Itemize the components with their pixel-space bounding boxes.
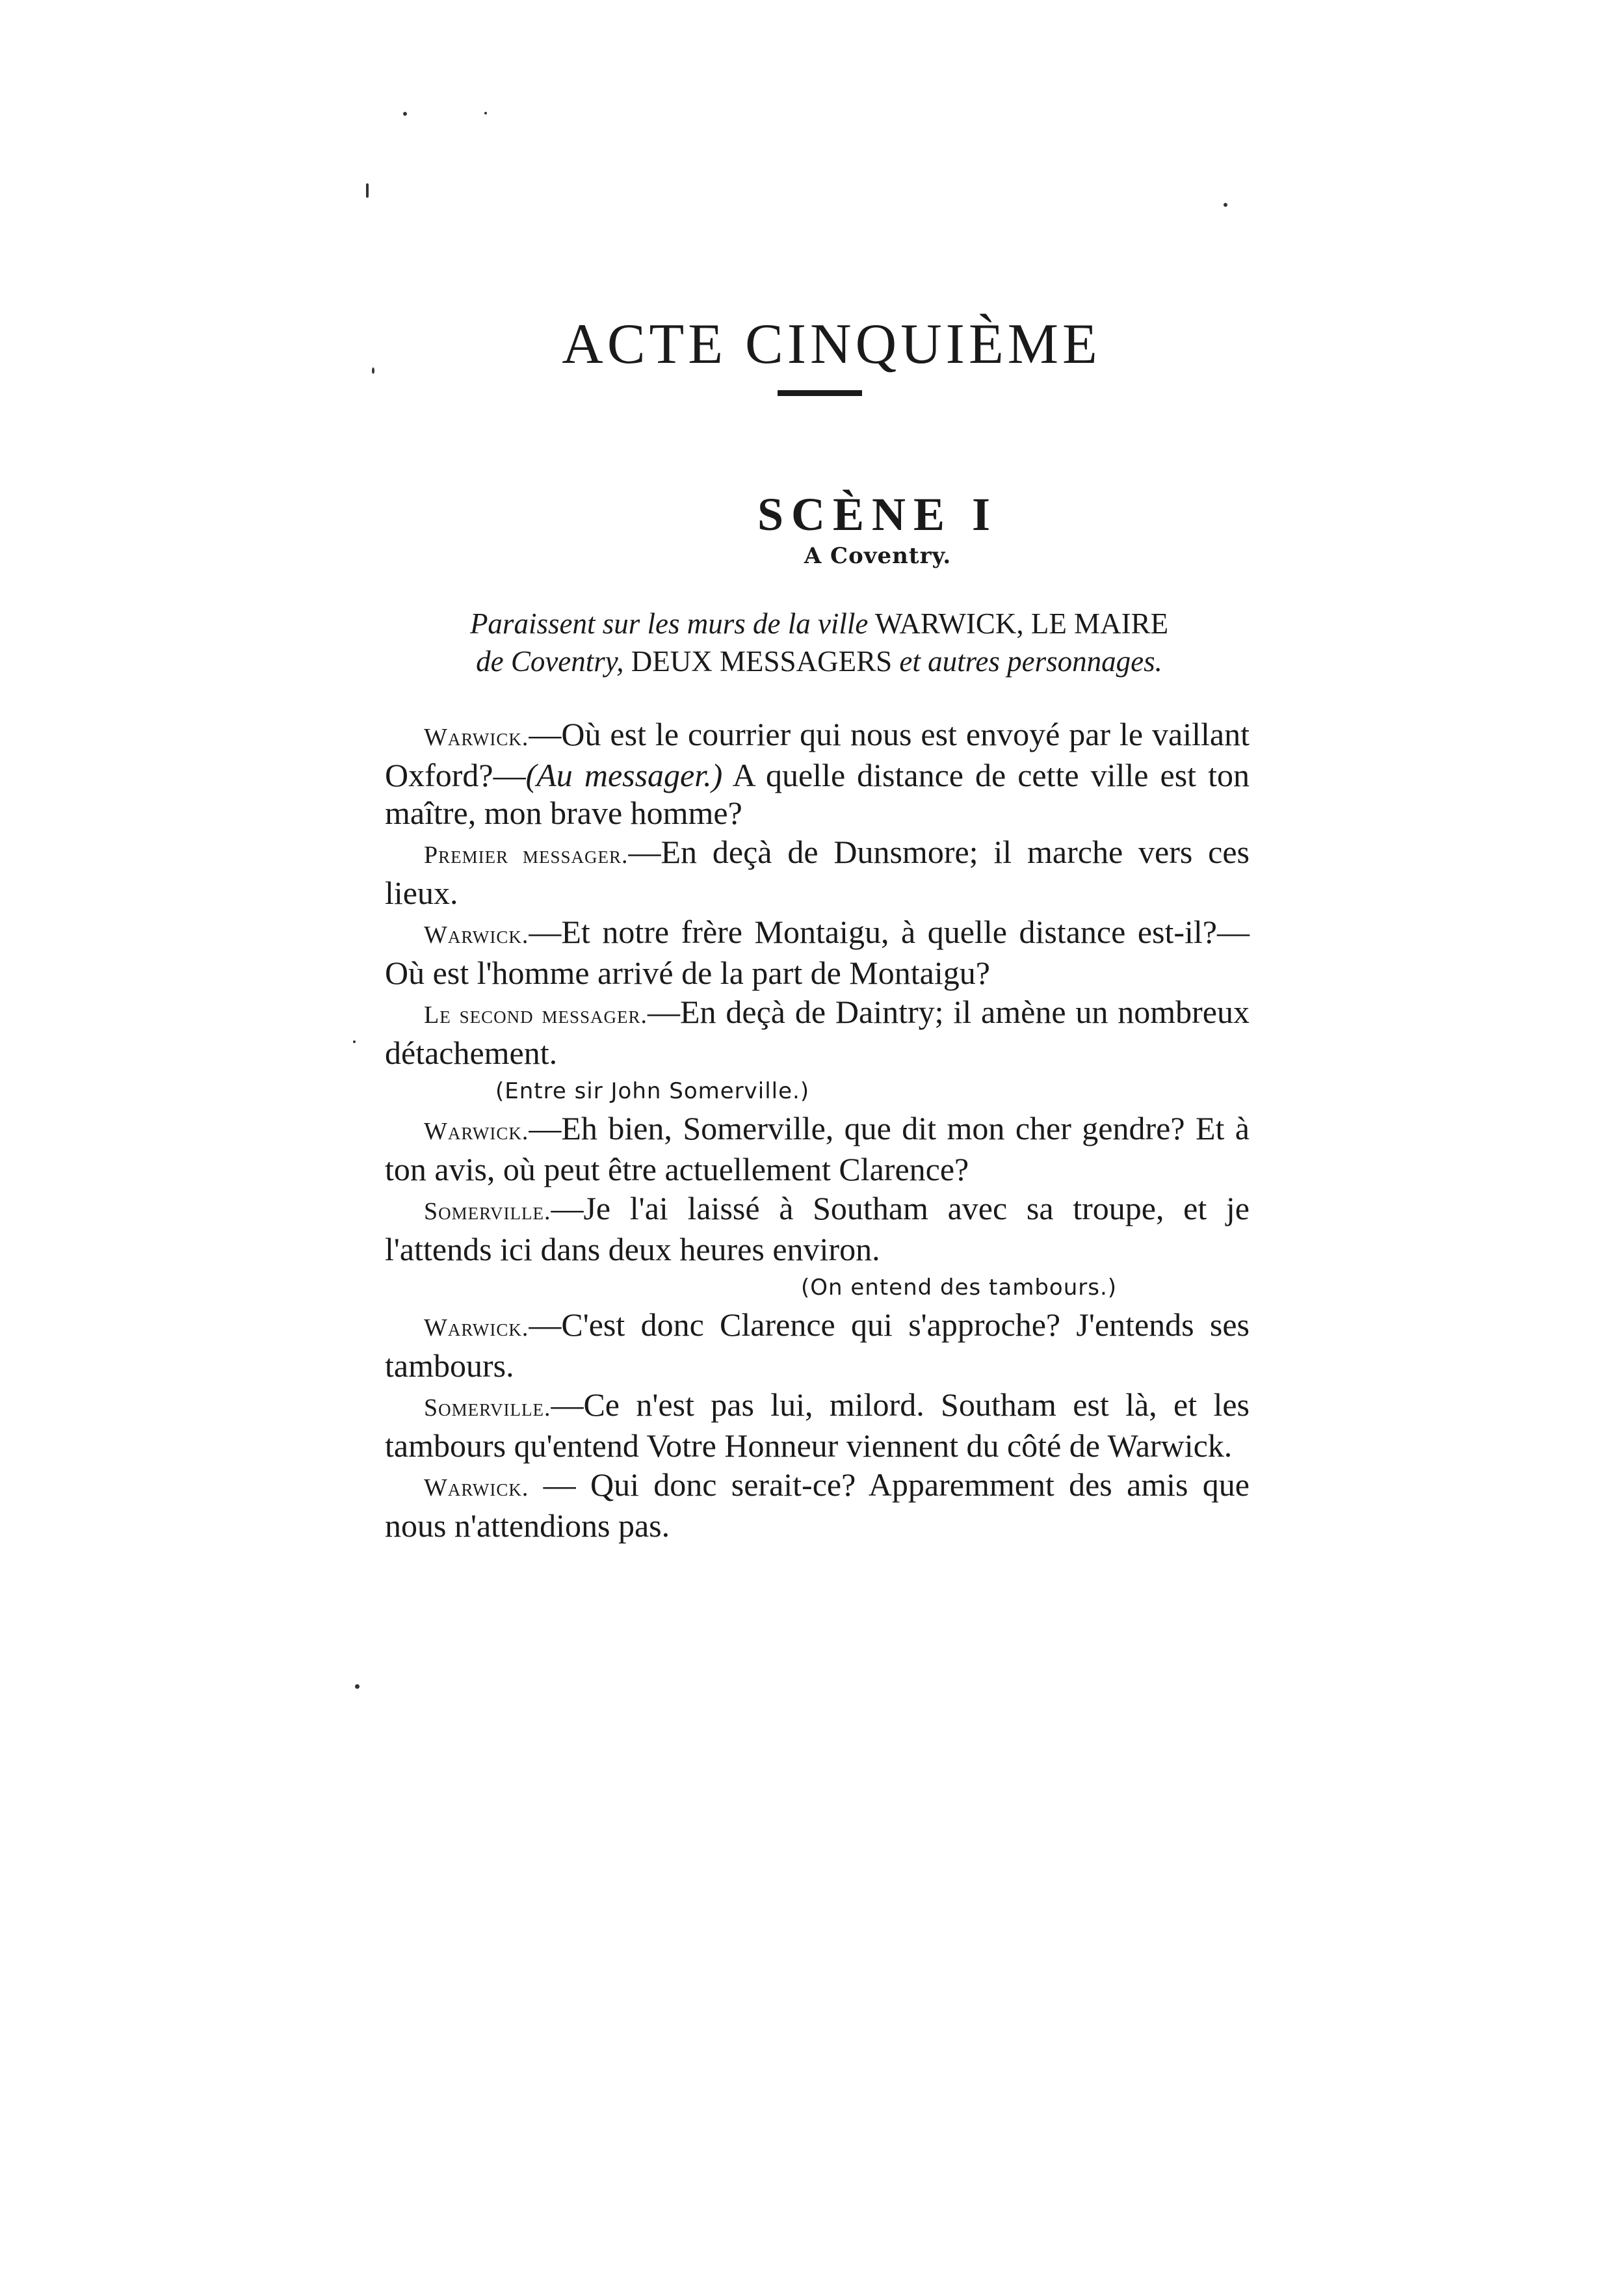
speech bbox=[385, 1386, 1250, 1464]
stage-intro-italic: Paraissent sur les murs de la ville bbox=[469, 607, 869, 640]
speech bbox=[385, 1109, 1250, 1188]
stage-intro-italic: de Coventry, bbox=[476, 645, 624, 678]
speaker: Warwick. bbox=[424, 1314, 529, 1342]
stage-direction: (On entend des tambours.) bbox=[801, 1275, 1118, 1301]
speaker: Warwick. bbox=[424, 1118, 529, 1145]
speaker: Somerville. bbox=[424, 1198, 551, 1225]
speech bbox=[385, 1189, 1250, 1268]
stage-aside: (Au messager.) bbox=[525, 757, 723, 793]
speech bbox=[385, 993, 1250, 1072]
speaker: Le second messager. bbox=[424, 1001, 648, 1029]
speech bbox=[385, 1306, 1250, 1384]
speaker: Warwick. bbox=[424, 921, 529, 949]
stage-direction: (Entre sir John Somerville.) bbox=[495, 1078, 810, 1104]
speech bbox=[385, 1466, 1250, 1544]
scene-location: A Coventry. bbox=[804, 543, 952, 569]
speech bbox=[385, 715, 1250, 832]
speaker: Premier messager. bbox=[424, 841, 629, 869]
print-speck bbox=[366, 183, 369, 198]
act-title: ACTE CINQUIÈME bbox=[562, 312, 1101, 376]
speech-text: —Je l'ai laissé à Southam avec sa troupe, et je l'attends ici dans deux heures environ. bbox=[385, 1190, 1250, 1267]
speech-text: —En deçà de Daintry; il amène un nombreux détachement. bbox=[385, 994, 1250, 1071]
speech bbox=[385, 913, 1250, 992]
print-speck bbox=[484, 112, 487, 114]
speech-text: —Et notre frère Montaigu, à quelle distance est-il?—Où est l'homme arrivé de la part de Montaigu? bbox=[385, 914, 1250, 991]
print-speck bbox=[403, 112, 407, 116]
speech-text: —C'est donc Clarence qui s'approche? J'entends ses tambours. bbox=[385, 1306, 1250, 1384]
speaker: Somerville. bbox=[424, 1394, 551, 1422]
stage-intro-names: DEUX MESSAGERS bbox=[631, 645, 893, 678]
print-speck bbox=[1224, 203, 1227, 207]
speech-text: —Où est le courrier qui nous est envoyé par le vaillant Oxford?— bbox=[385, 716, 1250, 793]
stage-intro-line-1 bbox=[364, 605, 1274, 642]
title-rule bbox=[778, 390, 862, 396]
speaker: Warwick. bbox=[424, 724, 529, 751]
scene-title: SCÈNE I bbox=[757, 488, 999, 540]
stage-direction-intro bbox=[364, 605, 1274, 680]
speaker: Warwick. bbox=[424, 1474, 529, 1502]
print-speck bbox=[355, 1684, 360, 1689]
speech-text: — Qui donc serait-ce? Apparemment des amis que nous n'attendions pas. bbox=[385, 1466, 1250, 1544]
print-speck bbox=[353, 1040, 356, 1043]
stage-intro-names: WARWICK, LE MAIRE bbox=[874, 607, 1169, 640]
speech bbox=[385, 833, 1250, 912]
speech-text: A quelle distance de cette ville est ton maître, mon brave homme? bbox=[385, 757, 1250, 831]
speech-text: —En deçà de Dunsmore; il marche vers ces lieux. bbox=[385, 834, 1250, 911]
stage-intro-line-2 bbox=[364, 642, 1274, 680]
stage-intro-italic: et autres personnages. bbox=[899, 645, 1162, 678]
speech-text: —Ce n'est pas lui, milord. Southam est là, et les tambours qu'entend Votre Honneur viennent du côté de Warwick. bbox=[385, 1386, 1250, 1464]
speech-text: —Eh bien, Somerville, que dit mon cher gendre? Et à ton avis, où peut être actuellement Clarence? bbox=[385, 1110, 1250, 1187]
dialogue bbox=[385, 715, 1250, 1546]
